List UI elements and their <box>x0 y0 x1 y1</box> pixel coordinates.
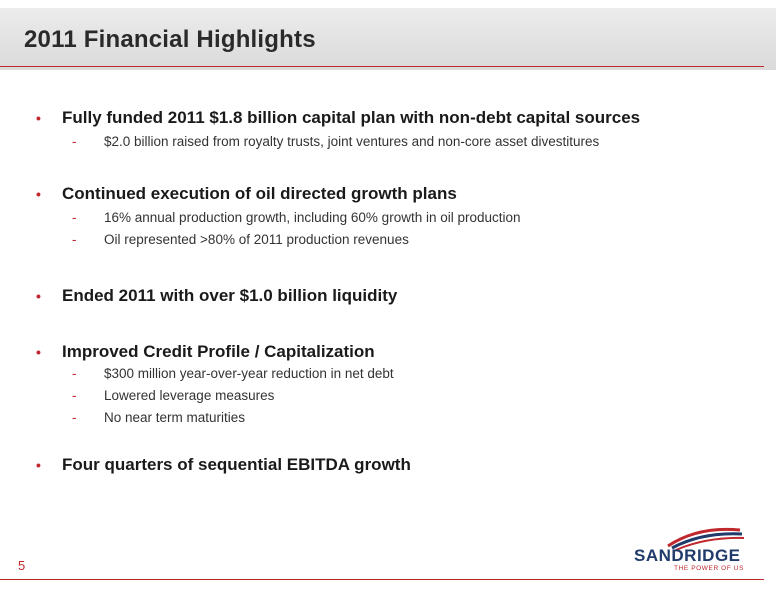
bullet-dot-icon: • <box>36 457 41 473</box>
bullet-text: Ended 2011 with over $1.0 billion liquidity <box>62 286 398 305</box>
slide-title: 2011 Financial Highlights <box>24 26 316 53</box>
bullet-text: Continued execution of oil directed growth plans <box>62 184 457 203</box>
dash-icon: - <box>72 366 77 381</box>
dash-icon: - <box>72 232 77 247</box>
title-divider <box>0 66 764 67</box>
sub-bullet-text: Lowered leverage measures <box>104 388 275 403</box>
dash-icon: - <box>72 388 77 403</box>
sub-bullet-text: 16% annual production growth, including 60% growth in oil production <box>104 210 521 225</box>
sub-bullet-text: $2.0 billion raised from royalty trusts, joint ventures and non-core asset divestitures <box>104 134 600 149</box>
sandridge-logo <box>628 524 758 574</box>
sub-bullet-text: Oil represented >80% of 2011 production revenues <box>104 232 409 247</box>
dash-icon: - <box>72 210 77 225</box>
logo-wordmark: SANDRIDGE <box>634 546 741 565</box>
footer-divider <box>0 579 764 580</box>
dash-icon: - <box>72 410 77 425</box>
dash-icon: - <box>72 134 77 149</box>
bullet-dot-icon: • <box>36 186 41 202</box>
sub-bullet-text: No near term maturities <box>104 410 246 425</box>
logo-tagline: THE POWER OF US <box>674 565 745 572</box>
bullet-dot-icon: • <box>36 110 41 126</box>
sub-bullet-text: $300 million year-over-year reduction in net debt <box>104 366 394 381</box>
bullet-dot-icon: • <box>36 288 41 304</box>
bullet-text: Fully funded 2011 $1.8 billion capital plan with non-debt capital sources <box>62 108 641 127</box>
bullet-dot-icon: • <box>36 344 41 360</box>
page-number: 5 <box>18 558 26 573</box>
bullet-text: Improved Credit Profile / Capitalization <box>62 342 375 361</box>
title-bar <box>0 8 776 70</box>
bullet-text: Four quarters of sequential EBITDA growth <box>62 455 411 474</box>
